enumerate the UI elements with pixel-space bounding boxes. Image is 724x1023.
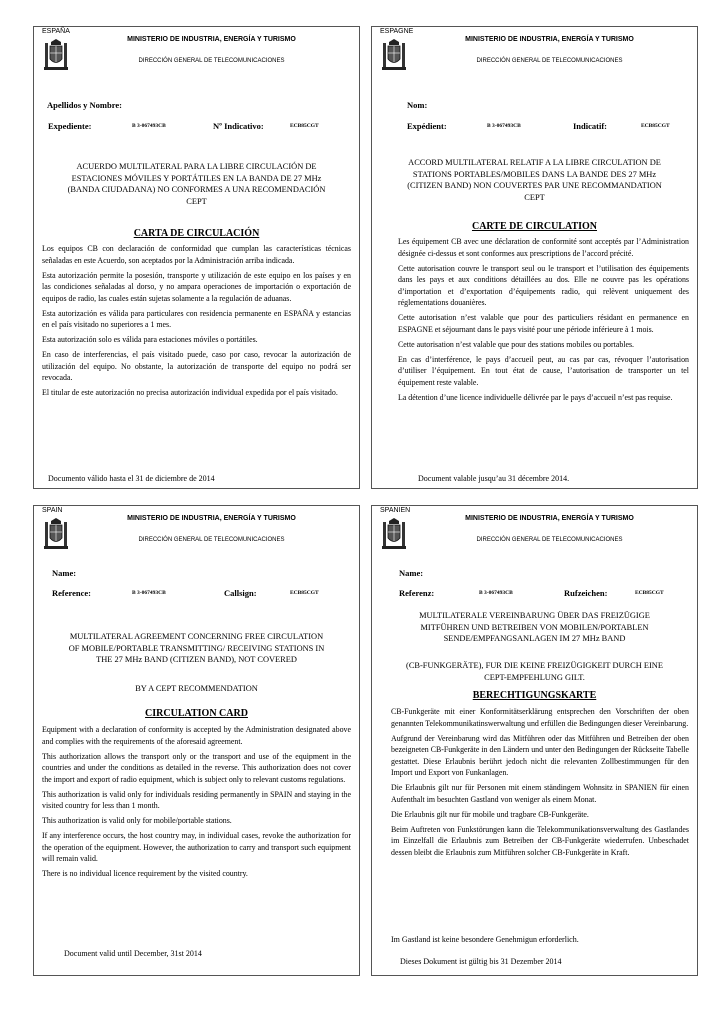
direccion-heading: DIRECCIÓN GENERAL DE TELECOMUNICACIONES [476, 58, 623, 64]
card-title: CARTE DE CIRCULATION [471, 221, 598, 232]
ministry-heading: MINISTERIO DE INDUSTRIA, ENERGÍA Y TURISMO [127, 36, 296, 43]
paragraph: Les équipement CB avec une déclaration de conformité sont acceptés par l’Administration désignée ci-dessus et sont conformes aux prescriptions de l’accord précité. [398, 237, 689, 258]
reference-label: Reference: [52, 588, 92, 598]
card-body [398, 236, 689, 407]
country-label: SPANIEN [380, 507, 411, 514]
card-panel-english [33, 505, 360, 976]
coat-of-arms-icon [381, 39, 407, 73]
paragraph: If any interference occurs, the host country may, in individual cases, revoke the authorization for the operation of the equipment. However, the authorization to carry and transport such equipment will remain valid. [42, 831, 351, 863]
country-label: ESPAÑA [42, 28, 70, 35]
closing-note: Im Gastland ist keine besondere Genehmigun erforderlich. [391, 935, 579, 944]
validity-note: Document valable jusqu’au 31 décembre 2014. [418, 474, 570, 483]
paragraph: En caso de interferencias, el país visitado puede, caso por caso, revocar la autorización de utilización del equipo. No obstante, la autorización de transporte del equipo no podrá ser revocada. [42, 350, 351, 382]
reference-value: B 3-067493CB [132, 123, 166, 129]
paragraph: This authorization allows the transport only or the transport and use of the equipment in the countries and under the conditions as detailed in the reverse. This authorization does not cover the import and export of radio equipment, which is subject only to relevant customs regulations. [42, 751, 351, 784]
direccion-heading: DIRECCIÓN GENERAL DE TELECOMUNICACIONES [138, 58, 285, 64]
agreement-title-line: (CB-FUNKGERÄTE), FUR DIE KEINE FREIZÜGIGKEIT DURCH EINE CEPT-EMPFEHLUNG GILT. [406, 661, 663, 682]
callsign-value: ECB85CGT [635, 590, 664, 596]
paragraph: Los equipos CB con declaración de conformidad que cumplan las características técnicas señaladas en este Acuerdo, son aceptados por la Administración arriba indicada. [42, 244, 351, 265]
paragraph: Esta autorización solo es válida para estaciones móviles o portátiles. [42, 335, 258, 344]
reference-value: B 3-067493CB [132, 590, 166, 596]
card-title: BERECHTIGUNGSKARTE [472, 690, 597, 701]
reference-row [372, 121, 697, 133]
validity-note: Documento válido hasta el 31 de diciembre de 2014 [48, 474, 215, 483]
reference-value: B 3-067493CB [479, 590, 513, 596]
reference-row [34, 121, 359, 133]
card-panel-spanish [33, 26, 360, 489]
paragraph: Cette autorisation couvre le transport seul ou le transport et l’utilisation des équipements dans les pays et aux conditions détaillées au dos. Elle ne couvre pas les opérations d’importation et d’exportation d’équipements radio, qui relèvent uniquement des réglementations douanières. [398, 263, 689, 307]
paragraph: En cas d’interférence, le pays d’accueil peut, au cas par cas, révoquer l’autorisation d’utiliser l’équipement. En tout état de cause, l’autorisation de transporter un tel équipement reste valable. [398, 354, 689, 387]
card-title: CARTA DE CIRCULACIÓN [133, 228, 260, 239]
name-label: Nom: [407, 100, 428, 110]
card-panel-french [371, 26, 698, 489]
card-panel-german [371, 505, 698, 976]
card-title: CIRCULATION CARD [145, 708, 248, 719]
card-body [391, 706, 689, 862]
reference-label: Expédient: [407, 121, 447, 131]
paragraph: This authorization is valid only for individuals residing permanently in SPAIN and staying in the visited country for less than 1 month. [42, 789, 351, 810]
paragraph: CB-Funkgeräte mit einer Konformitätserklärung entsprechen den Vorschriften der oben genannten Telekommunikatinswerwaltung und erfüllen die Bedingungen dieser Vereinbarung. [391, 707, 689, 728]
agreement-title: ACCORD MULTILATERAL RELATIF A LA LIBRE CIRCULATION DE STATIONS PORTABLES/MOBILES DANS LA BANDE DES 27 MHz (CITIZEN BAND) NON COUVERTES PAR UNE RECOMMANDATION CEPT [407, 158, 662, 202]
paragraph: Cette autorisation n’est valable que pour des stations mobiles ou portables. [398, 339, 635, 349]
reference-label: Referenz: [399, 588, 435, 598]
direccion-heading: DIRECCIÓN GENERAL DE TELECOMUNICACIONES [138, 537, 285, 543]
callsign-label: Callsign: [224, 588, 257, 598]
name-label: Apellidos y Nombre: [47, 100, 122, 110]
paragraph: El titular de este autorización no precisa autorización individual expedida por el país visitado. [42, 388, 338, 397]
paragraph: This authorization is valid only for mobile/portable stations. [42, 816, 232, 825]
agreement-title: MULTILATERALE VEREINBARUNG ÜBER DAS FREIZÜGIGE MITFÜHREN UND BETREIBEN VON MOBILEN/PORTABLEN SENDE/EMPFANGSANLAGEN IM 27 MHz BAND [419, 611, 650, 644]
validity-note: Document valid until December, 31st 2014 [64, 949, 202, 958]
ministry-heading: MINISTERIO DE INDUSTRIA, ENERGÍA Y TURISMO [465, 36, 634, 43]
reference-row [34, 588, 359, 600]
direccion-heading: DIRECCIÓN GENERAL DE TELECOMUNICACIONES [476, 537, 623, 543]
callsign-value: ECB85CGT [290, 590, 319, 596]
validity-note: Dieses Dokument ist gültig bis 31 Dezember 2014 [400, 957, 562, 966]
reference-value: B 3-067493CB [487, 123, 521, 129]
reference-label: Expediente: [48, 121, 92, 131]
ministry-heading: MINISTERIO DE INDUSTRIA, ENERGÍA Y TURISMO [127, 515, 296, 522]
paragraph: There is no individual licence requirement by the visited country. [42, 869, 248, 878]
name-label: Name: [399, 568, 424, 578]
callsign-value: ECB85CGT [641, 123, 670, 129]
paragraph: Esta autorización es válida para particulares con residencia permanente en ESPAÑA y estancias en el país visitado no superiores a 1 mes. [42, 308, 351, 329]
paragraph: Equipment with a declaration of conformity is accepted by the Administration designated above and complies with the requirements of the aforesaid agreement. [42, 725, 351, 746]
card-body [42, 243, 351, 402]
callsign-label: Rufzeichen: [564, 588, 608, 598]
ministry-heading: MINISTERIO DE INDUSTRIA, ENERGÍA Y TURISMO [465, 515, 634, 522]
paragraph: Esta autorización permite la posesión, transporte y utilización de este equipo en los países y en las condiciones señaladas al dorso, y no ampara operaciones de importación o exportación de equipos de radio, las cuales están sujetas solamente a la regulación de aduanas. [42, 270, 351, 303]
callsign-value: ECB85CGT [290, 123, 319, 129]
name-label: Name: [52, 568, 77, 578]
reference-row [372, 588, 697, 600]
paragraph: Cette autorisation n’est valable que pour des particuliers résidant en permanence en ESPAGNE et séjournant dans le pays visité pour une période inférieure à 1 mois. [398, 313, 689, 334]
paragraph: Die Erlaubnis gilt nur für mobile und tragbare CB-Funkgeräte. [391, 809, 589, 819]
coat-of-arms-icon [43, 518, 69, 552]
country-label: SPAIN [42, 507, 63, 514]
agreement-title-line: BY A CEPT RECOMMENDATION [135, 684, 258, 693]
paragraph: La détention d’une licence individuelle délivrée par le pays d’accueil n’est pas requise. [398, 392, 673, 402]
agreement-title: ACUERDO MULTILATERAL PARA LA LIBRE CIRCULACIÓN DE ESTACIONES MÓVILES Y PORTÁTILES EN LA BANDA DE 27 MHz (BANDA CIUDADANA) NO CONFORMES A UNA RECOMENDACIÓN CEPT [67, 162, 326, 206]
coat-of-arms-icon [381, 518, 407, 552]
coat-of-arms-icon [43, 39, 69, 73]
country-label: ESPAGNE [380, 28, 414, 35]
callsign-label: Indicatif: [573, 121, 607, 131]
paragraph: Aufgrund der Vereinbarung wird das Mitführen oder das Mitführen und Betreiben der oben bezeigneten CB-Funkgeräte in den Ländern und unter den Bedingungen der Rückseite Tabelle gestattet. Diese Erlaubnis berührt jedoch nicht die relevanten Zollbestimmungen für den Import und Export von Funkanlagen. [391, 733, 689, 777]
paragraph: Die Erlaubnis gilt nur für Personen mit einem ständingem Wohnsitz in SPANIEN für einen Aufenthalt im besuchten Gastland von weniger als einem Monat. [391, 783, 689, 804]
callsign-label: Nº Indicativo: [213, 121, 264, 131]
agreement-title: MULTILATERAL AGREEMENT CONCERNING FREE CIRCULATION OF MOBILE/PORTABLE TRANSMITTING/ RECEIVING STATIONS IN THE 27 MHz BAND (CITIZEN BAND), NOT COVERED [68, 632, 325, 665]
paragraph: Beim Auftreten von Funkstörungen kann die Telekommunikationsverwaltung des Gastlandes im Einzelfall die Erlaubnis zum Betreiben der CB-Funkgeräte wiederrufen. Unbeschadet dessen bleibt die Erlaubnis zum Mitführen solcher CB-Funkgeräte in Kraft. [391, 824, 689, 857]
card-body [42, 724, 351, 883]
